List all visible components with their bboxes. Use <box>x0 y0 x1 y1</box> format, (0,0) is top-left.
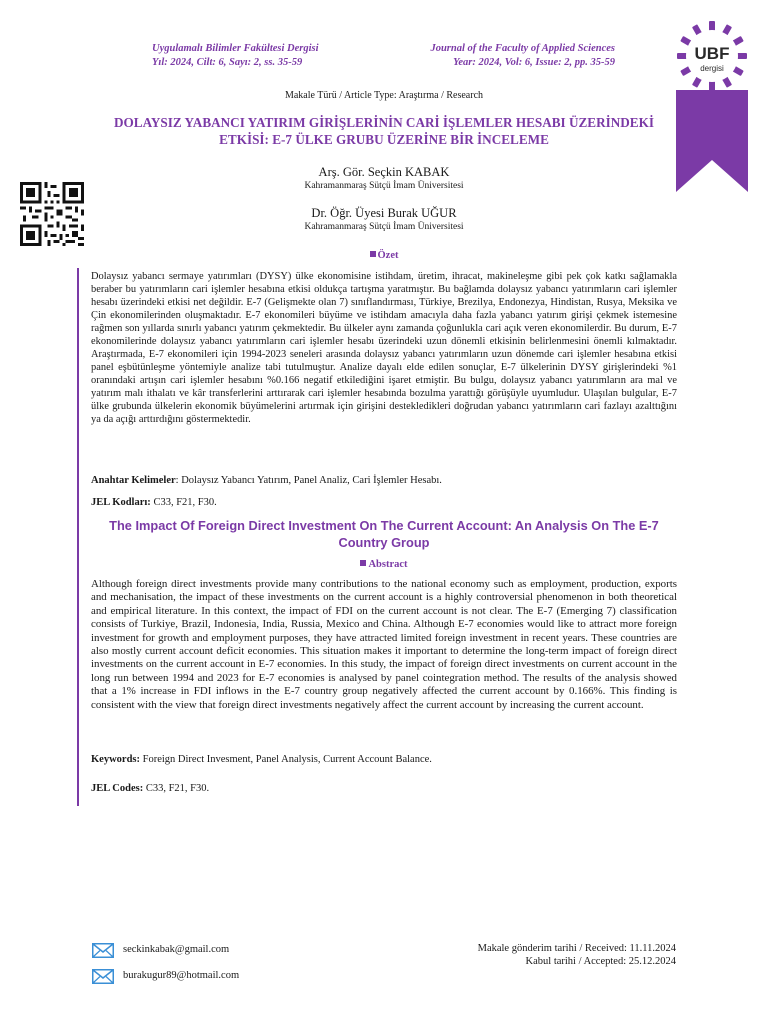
author-name: Dr. Öğr. Üyesi Burak UĞUR <box>311 206 457 220</box>
journal-header-left <box>152 42 319 70</box>
keywords-en-value: Foreign Direct Invesment, Panel Analysis, Current Account Balance. <box>140 754 432 765</box>
received-date: Makale gönderim tarihi / Received: 11.11.2024 <box>477 943 676 954</box>
jel-tr-label: JEL Kodları: <box>91 497 151 508</box>
journal-issue-en: Year: 2024, Vol: 6, Issue: 2, pp. 35-59 <box>453 57 615 68</box>
article-title-en: The Impact Of Foreign Direct Investment On The Current Account: An Analysis On The E-7 Country Group <box>109 518 659 550</box>
author-1 <box>0 165 768 191</box>
square-bullet-icon <box>360 560 366 566</box>
jel-en-label: JEL Codes: <box>91 783 144 794</box>
abstract-text: Although foreign direct investments provide many contributions to the national economy such as employment, production, exports and mechanisation, the impact of these investments on the current account is a highly controversial phenomenon in both theoretical and empirical literature. In this context, the impact of FDI on the current account is not clear. The E-7 (Emerging 7) classification consists of Turkiye, Brazil, Indonesia, India, Russia, Mexico and China. Although E-7 economies would like to attract more foreign investment for growth and employment purposes, they have attracted limited foreign investment in recent years. These countries are also mostly current account deficit economies. This situation makes it important to determine the long-term impact of foreign direct investments on the current account in E-7 economies. In this study, the impact of foreign direct investments on current account in the long run between 1994 and 2023 for E-7 economies is analysed by panel cointegration method. The results of the analysis showed that a 1% increase in FDI inflows in the E-7 country group negatively affected the current account by 0.166%. This finding is consistent with the view that foreign direct investments negatively affect the current account by increasing the current account. <box>91 578 677 711</box>
logo-subtext: dergisi <box>700 64 724 73</box>
keywords-tr-label: Anahtar Kelimeler <box>91 475 176 486</box>
author-2 <box>0 206 768 232</box>
keywords-en <box>91 753 677 767</box>
journal-name-tr: Uygulamalı Bilimler Fakültesi Dergisi <box>152 43 319 54</box>
author-affiliation: Kahramanmaraş Sütçü İmam Üniversitesi <box>304 222 464 232</box>
journal-name-en: Journal of the Faculty of Applied Sciences <box>430 43 615 54</box>
article-type: Makale Türü / Article Type: Araştırma / Research <box>284 90 484 101</box>
author-affiliation: Kahramanmaraş Sütçü İmam Üniversitesi <box>304 181 464 191</box>
email-address[interactable]: burakugur89@hotmail.com <box>123 970 240 981</box>
envelope-icon <box>92 969 114 984</box>
journal-issue-tr: Yıl: 2024, Cilt: 6, Sayı: 2, ss. 35-59 <box>152 57 303 68</box>
ozet-heading <box>0 250 768 261</box>
abstract-heading <box>0 559 768 570</box>
ozet-heading-label: Özet <box>377 250 399 261</box>
envelope-icon <box>92 943 114 958</box>
square-bullet-icon <box>370 251 376 257</box>
jel-tr <box>91 496 677 510</box>
logo-text: UBF <box>694 44 730 63</box>
author-name: Arş. Gör. Seçkin KABAK <box>318 165 450 179</box>
ozet-text: Dolaysız yabancı sermaye yatırımları (DYSY) ülke ekonomisine istihdam, üretim, ihracat, makineleşme gibi pek çok katkı sağlamakla beraber bu yatırımların cari işlemler hesabına etkisi oldukça tartışma yaratmıştır. Bu bağlamda dolaysız yabancı yatırımların cari işlemler hesabı üzerindeki etkisi net değildir. E-7 (Gelişmekte olan 7) sınıflandırması, Türkiye, Brezilya, Endonezya, Hindistan, Rusya, Meksika ve Çin ekonomilerinden oluşmaktadır. E-7 ekonomileri büyüme ve istihdam amacıyla daha fazla yabancı yatırım girişi çekmek istemesine rağmen son yıllarda sınırlı yabancı yatırım çekmektedir. Bu ülkeler aynı zamanda çoğunlukla cari açık veren ekonomilerdir. Bu durum, E-7 ekonomilerinde dolaysız yabancı yatırımların cari işlemler hesabı üzerindeki uzun dönemli etkisinin belirlenmesini önemli kılmaktadır. Araştırmada, E-7 ekonomileri için 1994-2023 seneleri arasında dolaysız yabancı yatırımların uzun dönemde cari işlemler hesabına etkisi panel eşbütünleşme yöntemiyle analize tabi tutulmuştur. Analize dayalı elde edilen sonuçlar, E-7 ülkelerinin DYSY girişlerindeki %1 oranındaki artışın cari işlemler hesabını %0.166 negatif etkilediğini işaret etmiştir. Bu bulgu, dolaysız yabancı yatırımların ara mal ve yatırım malı ithalatı ve kâr transferlerini arttırarak cari işlemler hesabında bozulma yarattığı görüşüyle uyumludur. Ulaşılan bulgular, E-7 ülke grubunda ülkelerin ekonomik büyümelerini artırmak için girişini destekledikleri doğrudan yabancı yatırımların cari fazlayı azalttığını ya da açığı arttırdığını göstermektedir. <box>91 271 677 425</box>
accepted-date: Kabul tarihi / Accepted: 25.12.2024 <box>525 956 676 967</box>
jel-en-value: C33, F21, F30. <box>143 783 210 794</box>
keywords-tr-value: : Dolaysız Yabancı Yatırım, Panel Analiz, Cari İşlemler Hesabı. <box>175 475 442 486</box>
left-accent-bar <box>77 268 79 806</box>
abstract-heading-label: Abstract <box>368 559 408 570</box>
journal-header-right <box>430 42 615 70</box>
article-title-tr: DOLAYSIZ YABANCI YATIRIM GİRİŞLERİNİN CARİ İŞLEMLER HESABI ÜZERİNDEKİ ETKİSİ: E-7 ÜLKE GRUBU ÜZERİNE BİR İNCELEME <box>114 115 654 147</box>
jel-en <box>91 782 677 796</box>
email-address[interactable]: seckinkabak@gmail.com <box>123 944 230 955</box>
submission-dates <box>478 942 676 968</box>
keywords-tr <box>91 474 677 488</box>
jel-tr-value: C33, F21, F30. <box>150 497 217 508</box>
keywords-en-label: Keywords: <box>91 754 140 765</box>
